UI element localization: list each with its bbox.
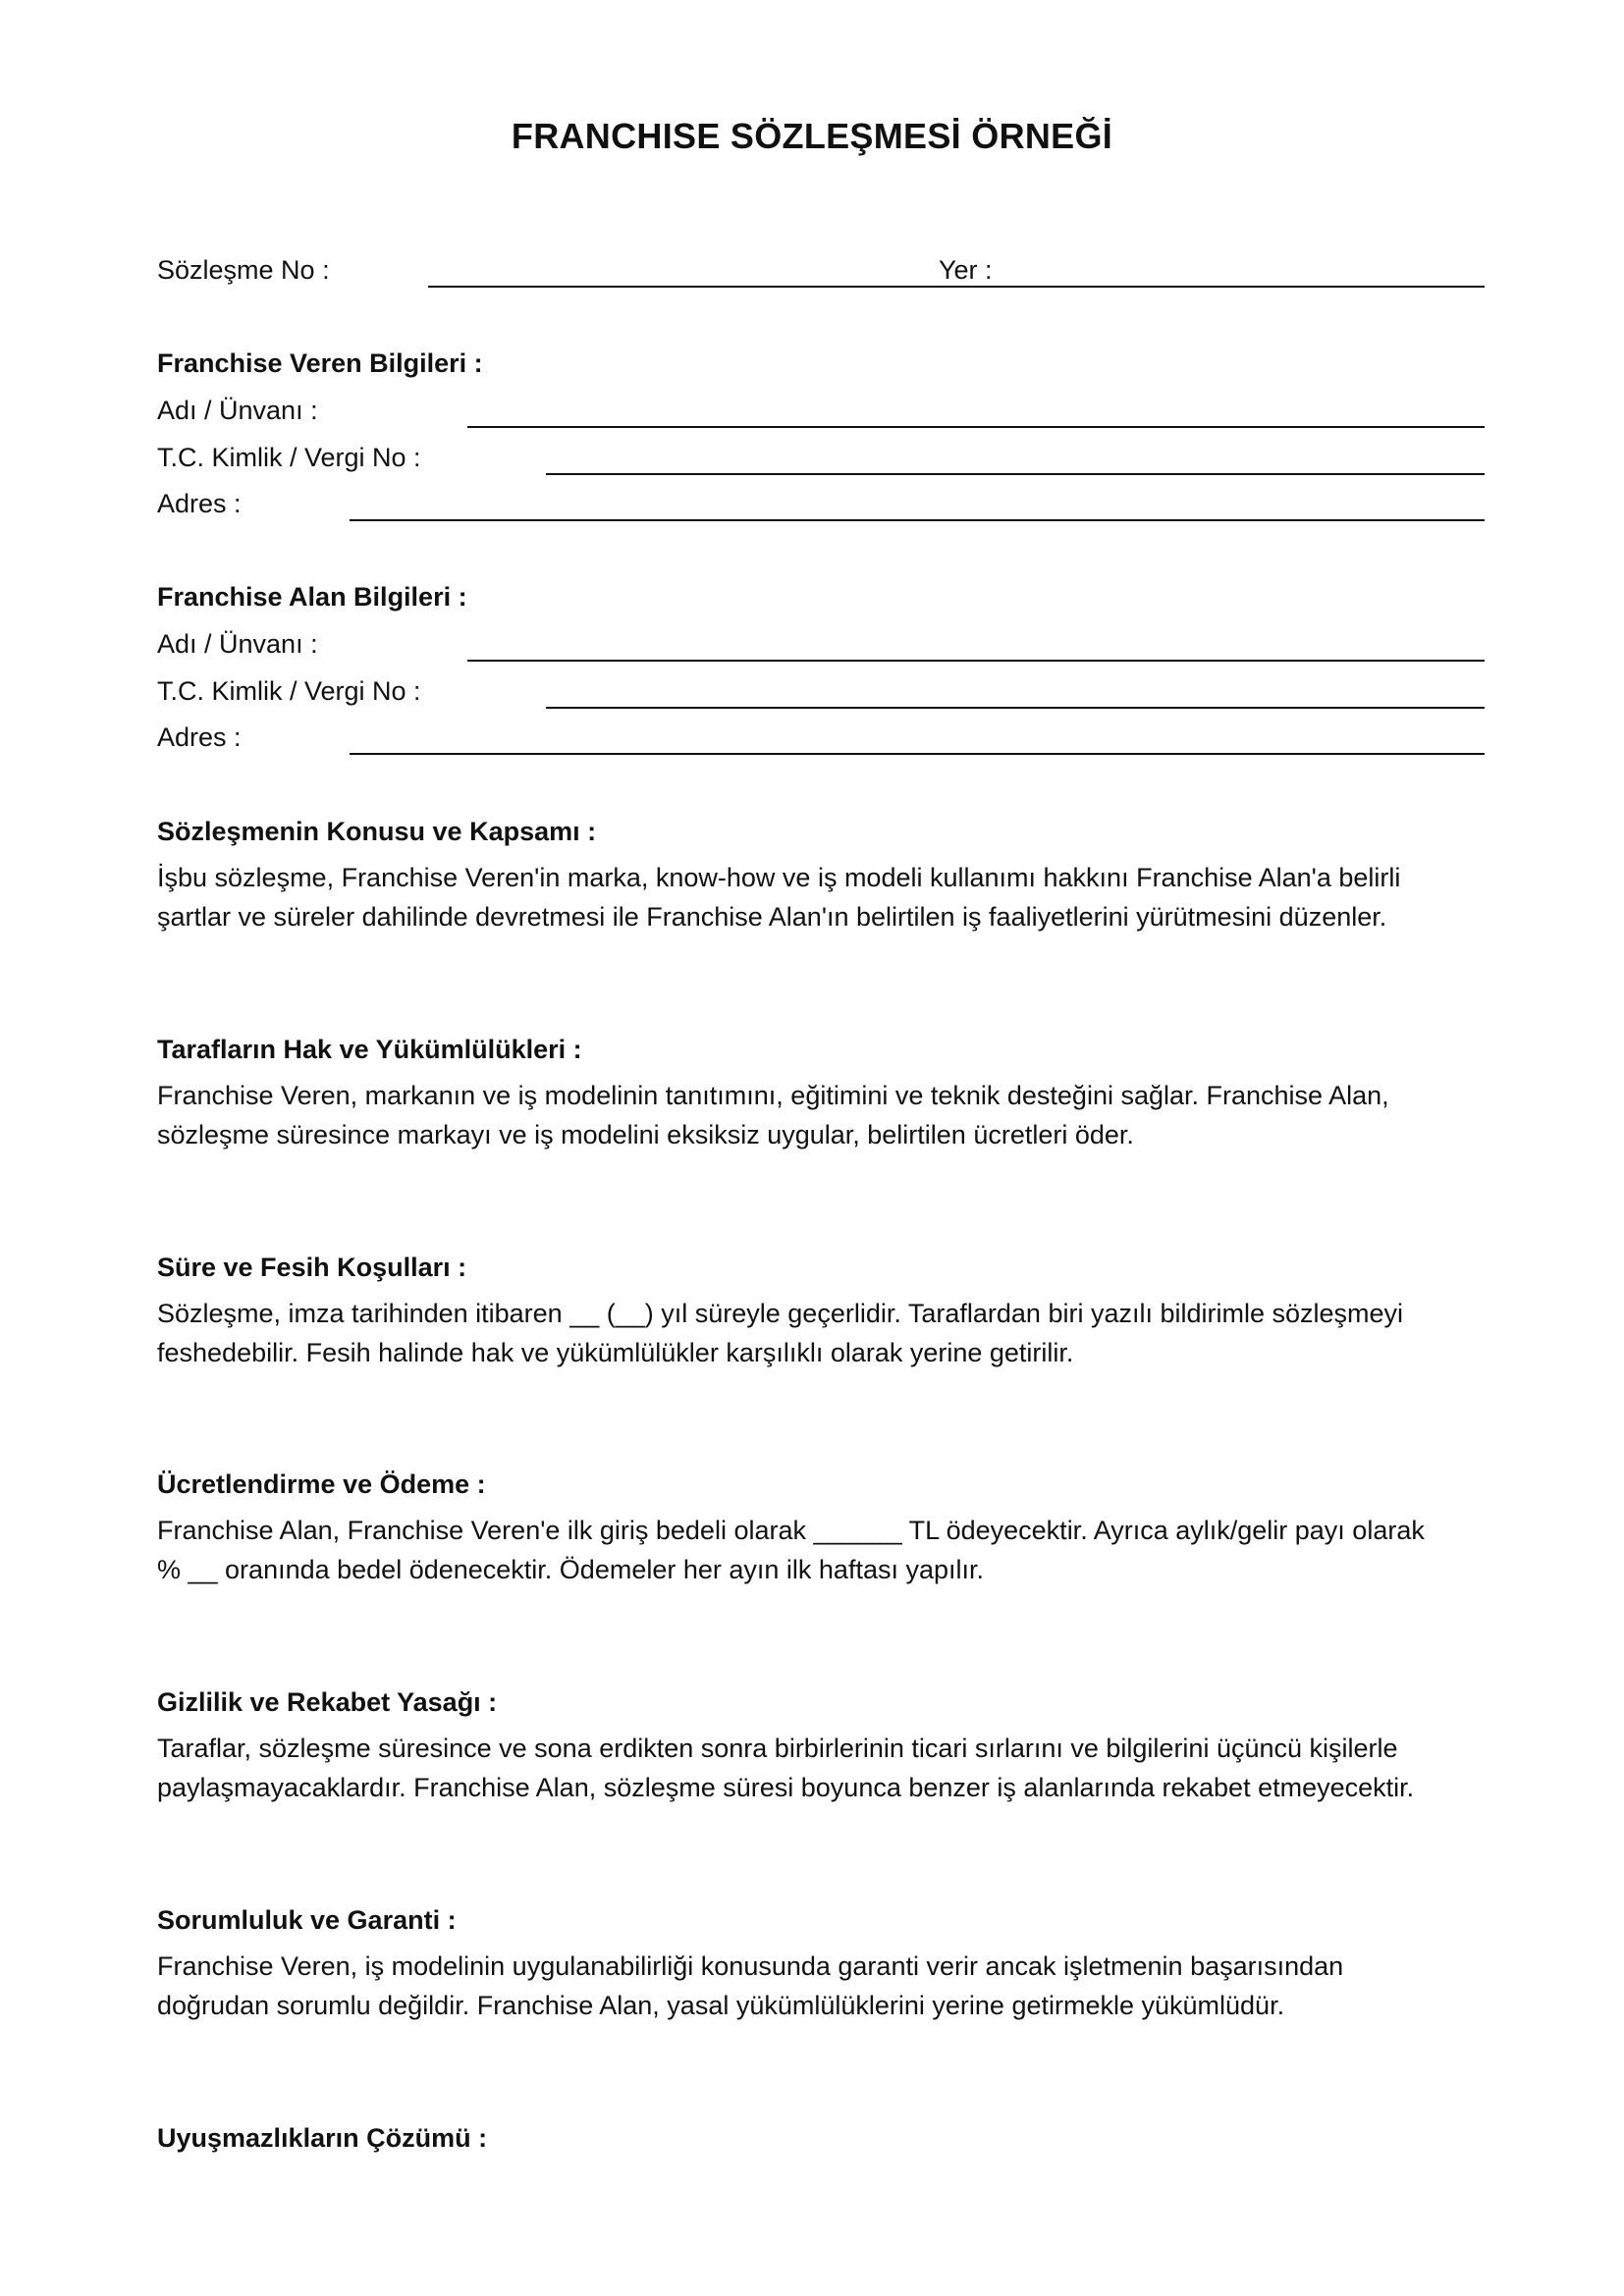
section-line: Franchise Veren, markanın ve iş modelinin tanıtımını, eğitimini ve teknik desteğini sağlar. Franchise Alan, — [157, 1081, 1389, 1110]
contract-no-label: Sözleşme No : — [157, 255, 330, 285]
franchisor-id-label: T.C. Kimlik / Vergi No : — [157, 443, 421, 472]
franchisee-id-field[interactable] — [546, 707, 1485, 709]
section-body-fees — [157, 1511, 1492, 1589]
franchisee-heading: Franchise Alan Bilgileri : — [157, 582, 467, 612]
section-line: doğrudan sorumlu değildir. Franchise Alan, yasal yükümlülüklerini yerine getirmekle yükümlüdür. — [157, 1991, 1285, 2020]
section-line: % __ oranında bedel ödenecektir. Ödemeler her ayın ilk haftası yapılır. — [157, 1555, 984, 1584]
section-body-term — [157, 1294, 1492, 1372]
franchisor-name-label: Adı / Ünvanı : — [157, 396, 318, 425]
place-label: Yer : — [939, 255, 993, 285]
franchisee-name-label: Adı / Ünvanı : — [157, 629, 318, 659]
section-line: paylaşmayacaklardır. Franchise Alan, sözleşme süresi boyunca benzer iş alanlarında rekabet etmeyecektir. — [157, 1773, 1415, 1802]
franchisor-name-field[interactable] — [467, 426, 1485, 428]
section-body-subject — [157, 858, 1492, 936]
franchisor-address-label: Adres : — [157, 489, 242, 518]
franchisee-address-field[interactable] — [350, 753, 1485, 755]
section-line: sözleşme süresince markayı ve iş modelini eksiksiz uygular, belirtilen ücretleri öder. — [157, 1120, 1134, 1149]
franchisor-heading: Franchise Veren Bilgileri : — [157, 348, 483, 378]
section-line: İşbu sözleşme, Franchise Veren'in marka, know-how ve iş modeli kullanımı hakkını Franchise Alan'a belirli — [157, 863, 1401, 892]
document-title: FRANCHISE SÖZLEŞMESİ ÖRNEĞİ — [511, 116, 1113, 156]
section-heading-fees: Ücretlendirme ve Ödeme : — [157, 1469, 486, 1499]
section-line: Franchise Veren, iş modelinin uygulanabilirliği konusunda garanti verir ancak işletmenin başarısından — [157, 1951, 1344, 1981]
contract-no-place-underline[interactable] — [428, 286, 1485, 288]
section-body-liability — [157, 1947, 1492, 2025]
section-line: Sözleşme, imza tarihinden itibaren __ (__) yıl süreyle geçerlidir. Taraflardan biri yazılı bildirimle sözleşmeyi — [157, 1299, 1404, 1328]
section-line: Franchise Alan, Franchise Veren'e ilk giriş bedeli olarak ______ TL ödeyecektir. Ayrıca aylık/gelir payı olarak — [157, 1516, 1425, 1545]
section-heading-term: Süre ve Fesih Koşulları : — [157, 1253, 467, 1282]
section-heading-disputes: Uyuşmazlıkların Çözümü : — [157, 2123, 488, 2153]
section-line: feshedebilir. Fesih halinde hak ve yükümlülükler karşılıklı olarak yerine getirilir. — [157, 1338, 1074, 1367]
franchisor-id-field[interactable] — [546, 473, 1485, 475]
franchisee-id-label: T.C. Kimlik / Vergi No : — [157, 676, 421, 706]
franchisee-address-label: Adres : — [157, 722, 242, 752]
franchisor-address-field[interactable] — [350, 519, 1485, 521]
section-line: şartlar ve süreler dahilinde devretmesi ile Franchise Alan'ın belirtilen iş faaliyetlerini yürütmesini düzenler. — [157, 902, 1387, 932]
section-body-rights — [157, 1076, 1492, 1154]
section-body-confidentiality — [157, 1729, 1492, 1807]
section-heading-liability: Sorumluluk ve Garanti : — [157, 1905, 457, 1935]
section-heading-subject: Sözleşmenin Konusu ve Kapsamı : — [157, 817, 597, 846]
franchisee-name-field[interactable] — [467, 660, 1485, 662]
section-heading-confidentiality: Gizlilik ve Rekabet Yasağı : — [157, 1687, 498, 1717]
section-line: Taraflar, sözleşme süresince ve sona erdikten sonra birbirlerinin ticari sırlarını ve bilgilerini üçüncü kişilerle — [157, 1734, 1398, 1763]
section-heading-rights: Tarafların Hak ve Yükümlülükleri : — [157, 1035, 582, 1064]
